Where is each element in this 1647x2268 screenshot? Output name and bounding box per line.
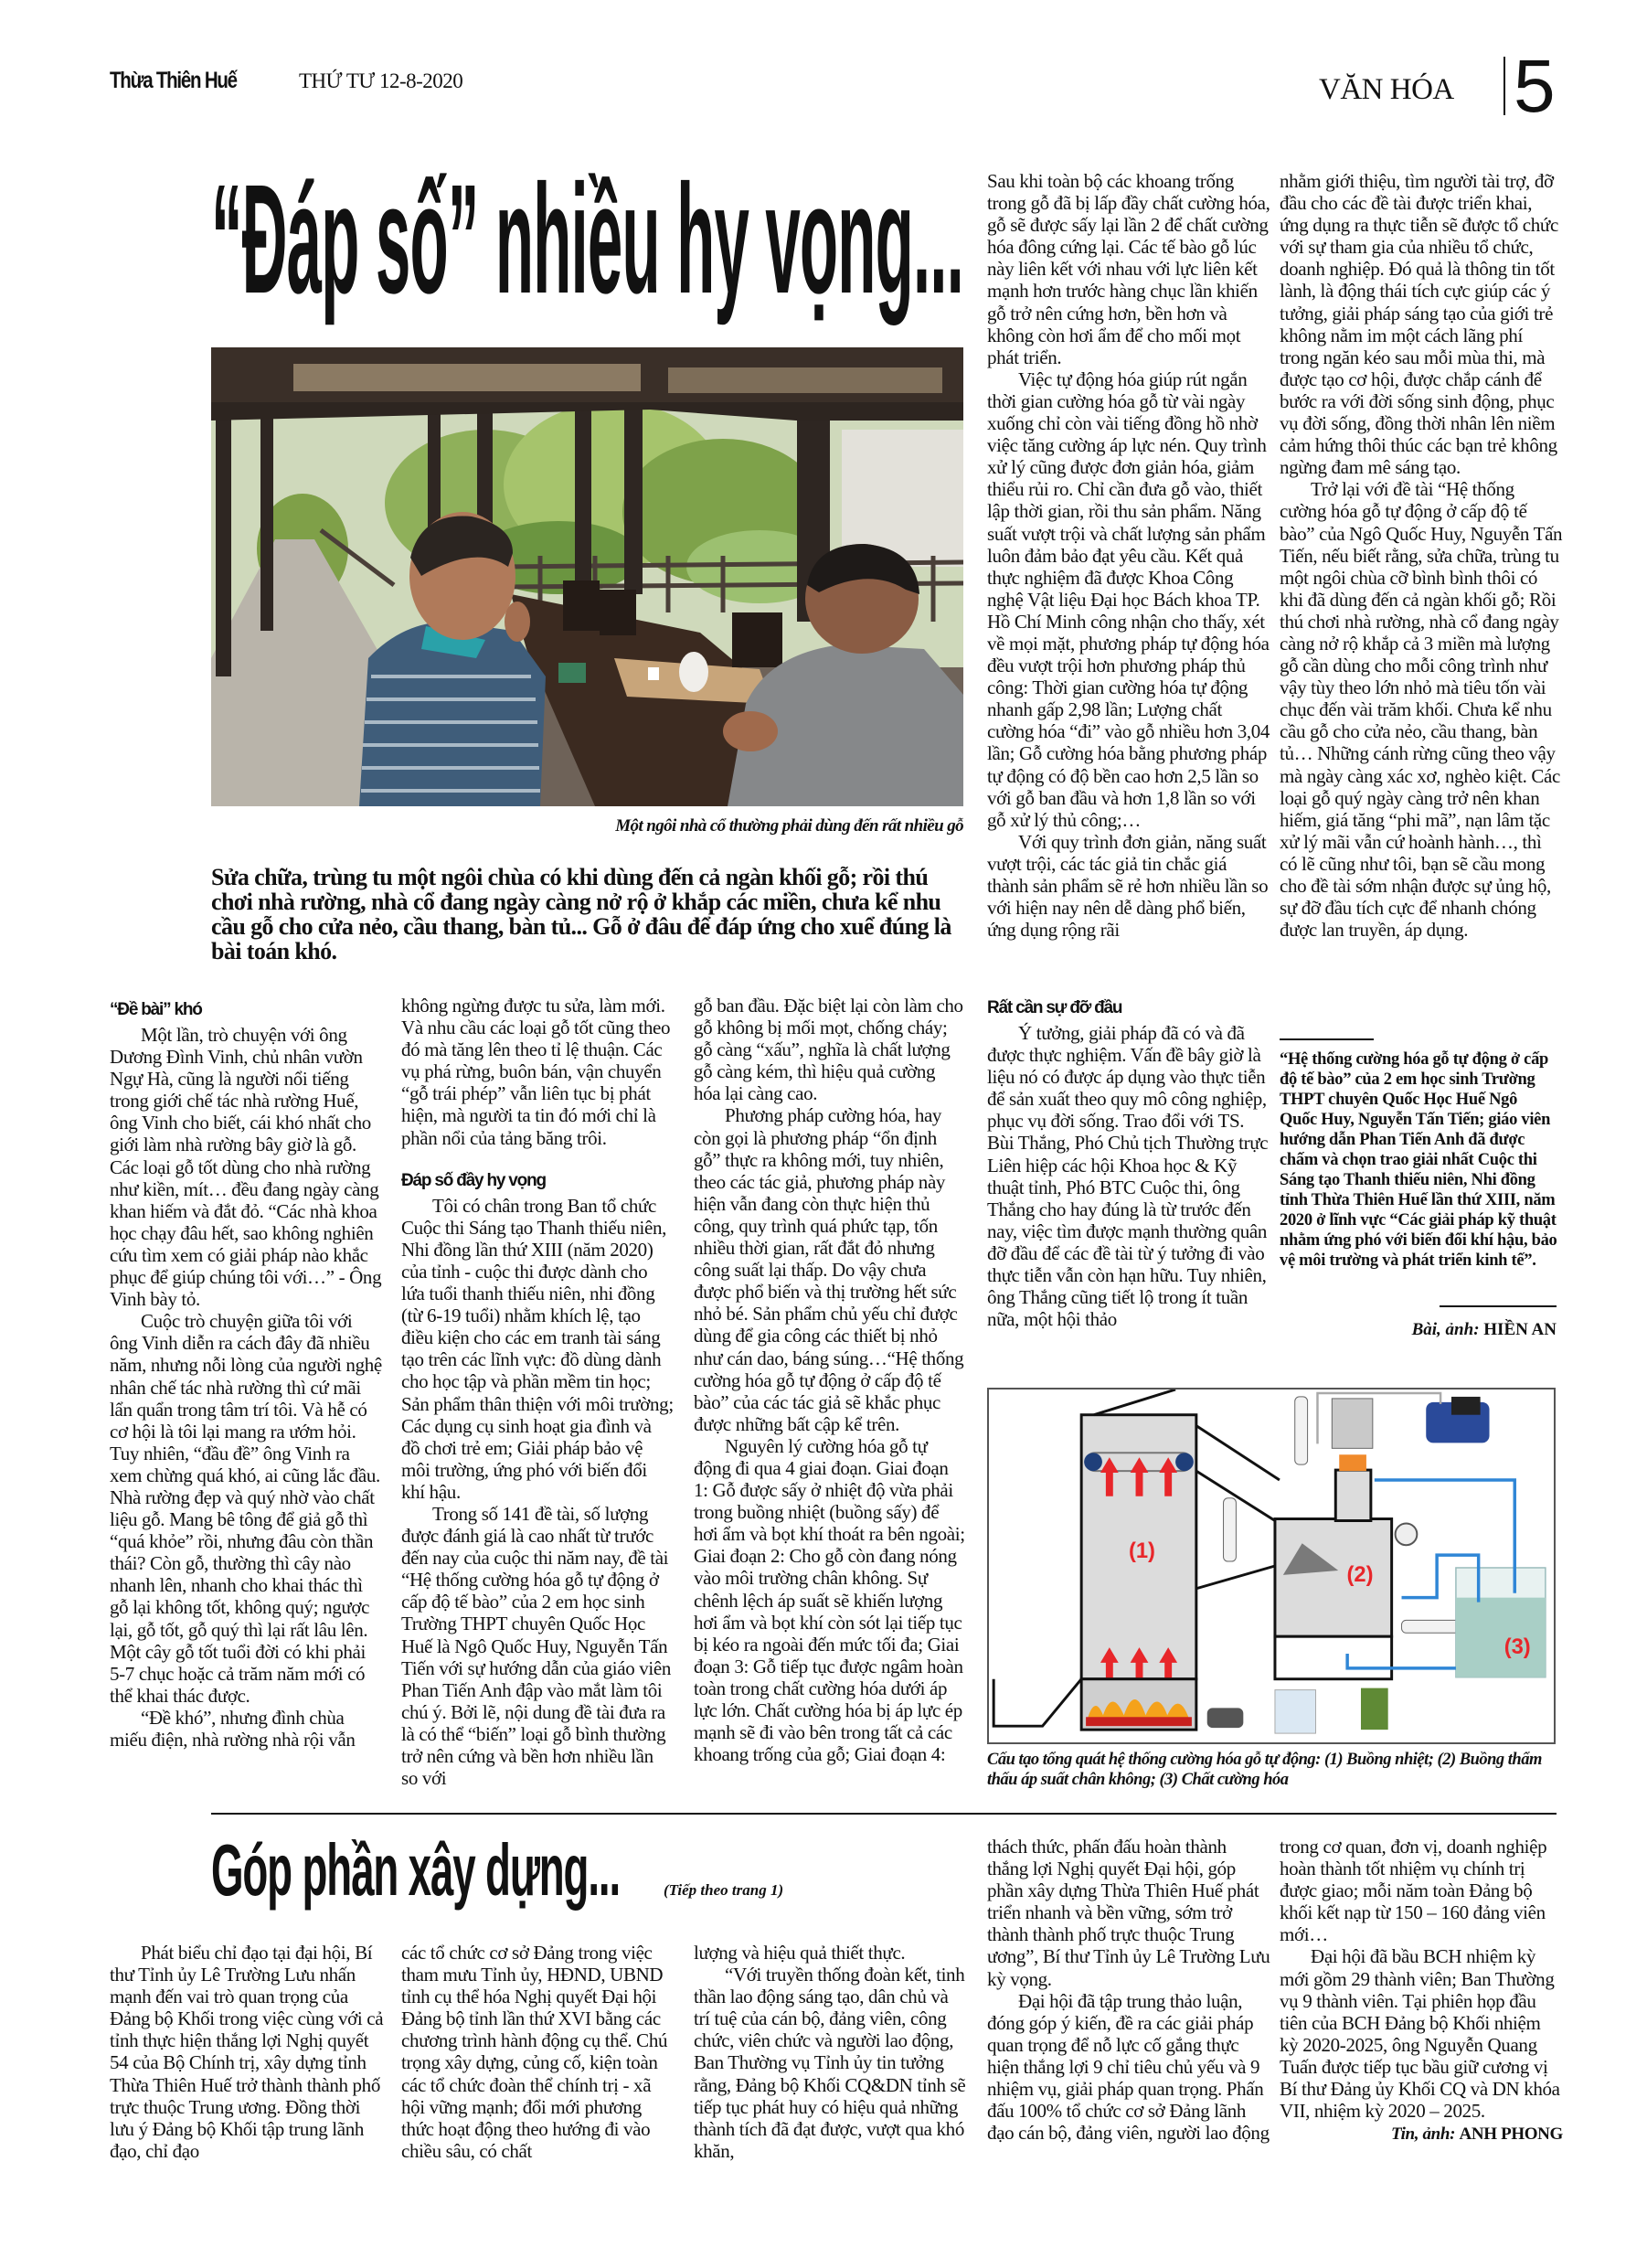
paragraph: Một lần, trò chuyện với ông Dương Đình Vinh, chủ nhân vườn Ngự Hà, cũng là người nổi tiếng trong giới chế tác nhà rường Huế, ông Vinh cho biết, cái khó nhất cho giới làm nhà rường bây giờ là gỗ. Các loại gỗ tốt dùng cho nhà rường như kiền, mít… đều đang ngày càng khan hiếm và đắt đỏ. “Các nhà khoa học chạy đâu hết, sao không nghiên cứu tìm xem có giải pháp nào khắc phục để giúp chúng tôi với…” - Ông Vinh bày tỏ. xyxy=(110,1024,382,1311)
byline-author: ANH PHONG xyxy=(1459,2124,1563,2145)
linkage xyxy=(1196,1426,1280,1480)
paragraph: Với quy trình đơn giản, năng suất vượt trội, các tác giả tin chắc giá thành sản phẩm sẽ rẻ hơn nhiều lần so với hiện nay nên dễ dàng phổ biến, ứng dụng rộng rãi xyxy=(987,830,1269,942)
second-column-2 xyxy=(401,1942,674,2162)
paragraph: Ý tưởng, giải pháp đã có và đã được thực nghiệm. Vấn đề bây giờ là liệu nó có được áp dụng vào thực tiễn để sản xuất theo quy mô công nghiệp, phục vụ đời sống. Trao đổi với TS. Bùi Thắng, Phó Chủ tịch Thường trực Liên hiệp các hội Khoa học & Kỹ thuật tỉnh, Phó BTC Cuộc thi, ông Thắng cho hay đúng là từ trước đến nay, việc tìm được mạnh thường quân đỡ đầu để các đề tài từ ý tưởng đi vào thực tiễn vẫn còn hạn hữu. Tuy nhiên, ông Thắng cũng tiết lộ trong ít tuần nữa, một hội thảo xyxy=(987,1022,1269,1331)
second-column-1 xyxy=(110,1942,384,2162)
paragraph: Trong số 141 đề tài, số lượng được đánh giá là cao nhất từ trước đến nay của cuộc thi năm nay, đề tài “Hệ thống cường hóa gỗ tự động ở cấp độ tế bào” của 2 em học sinh Trường THPT chuyên Quốc Học Huế là Ngô Quốc Huy, Nguyễn Tấn Tiến với sự hướng dẫn của giáo viên Phan Tiến Anh đập vào mắt làm tôi chú ý. Bởi lẽ, nội dung đề tài đưa ra là có thể “biến” loại gỗ bình thường trở nên cứng và bền hơn nhiều lần so với xyxy=(401,1502,671,1790)
linkage xyxy=(1196,1566,1275,1589)
piston-cylinder xyxy=(1224,1498,1237,1561)
second-article-title-box xyxy=(211,1831,926,1911)
paragraph: Đại hội đã tập trung thảo luận, đóng góp ý kiến, đề ra các giải pháp quan trọng để nỗ lực cố gắng thực hiện thắng lợi 9 chỉ tiêu chủ yếu và 9 nhiệm vụ, giải pháp quan trọng. Phấn đấu 100% tổ chức cơ sở Đảng lãnh đạo cán bộ, đảng viên, người lao động xyxy=(987,1989,1270,2145)
article-title: “Đáp số” nhiều hy vọng... xyxy=(211,153,963,326)
header-divider xyxy=(1504,57,1505,115)
article-column-6 xyxy=(1280,170,1563,941)
byline-label: Tin, ảnh: xyxy=(1391,2124,1456,2145)
issue-date: THỨ TƯ 12-8-2020 xyxy=(299,69,463,92)
vacuum-pump xyxy=(1426,1397,1489,1443)
label-vacuum-chamber: (2) xyxy=(1346,1561,1374,1587)
subheading: Rất cần sự đỡ đầu xyxy=(987,998,1122,1017)
article-column-4 xyxy=(987,995,1270,1330)
section-name: VĂN HÓA xyxy=(1319,73,1454,106)
article-photo xyxy=(211,347,963,806)
subheading: “Đề bài” khó xyxy=(110,1000,202,1019)
byline xyxy=(1280,2124,1563,2146)
paragraph: Đại hội đã bầu BCH nhiệm kỳ mới gồm 29 thành viên; Ban Thường vụ 9 thành viên. Tại phiên họp đầu tiên của BCH Đảng bộ Khối nhiệm kỳ 2020-2025, ông Nguyễn Quang Tuấn được tiếp tục bầu giữ cương vị Bí thư Đảng ủy Khối CQ và DN khóa VII, nhiệm kỳ 2020 – 2025. xyxy=(1280,1945,1560,2123)
byline xyxy=(1280,1320,1557,1340)
diagram-caption: Cấu tạo tổng quát hệ thống cường hóa gỗ tự động: (1) Buồng nhiệt; (2) Buồng thẩm thấu áp suất chân không; (3) Chất cường hóa xyxy=(987,1751,1542,1789)
paragraph-continued: thách thức, phấn đấu hoàn thành thắng lợi Nghị quyết Đại hội, góp phần xây dựng Thừa Thiên Huế phát triển nhanh và bền vững, sớm trở thành thành phố trực thuộc Trung ương”, Bí thư Tỉnh ủy Lê Trường Lưu kỳ vọng. xyxy=(987,1836,1270,1990)
paragraph: “Đề khó”, nhưng đình chùa miếu điện, nhà rường nhà rội vẫn xyxy=(110,1706,356,1751)
second-column-4 xyxy=(987,1836,1270,2144)
article-separator xyxy=(211,1813,1557,1815)
paragraph-continued: Sau khi toàn bộ các khoang trống trong gỗ đã bị lấp đầy chất cường hóa, gỗ sẽ được sấy lại lần 2 để chất cường hóa đông cứng lại. Các tế bào gỗ lúc này liên kết với nhau với lực liên kết mạnh hơn trước hàng chục lần khiến gỗ trở nên cứng hơn, bền hơn và không còn hơi ẩm để cho mối mọt phát triển. xyxy=(987,170,1270,368)
paragraph: Phát biểu chỉ đạo tại đại hội, Bí thư Tỉnh ủy Lê Trường Lưu nhấn mạnh đến vai trò quan trọng của Đảng bộ Khối trong việc cùng với cả tỉnh thực hiện thắng lợi Nghị quyết 54 của Bộ Chính trị, xây dựng tỉnh Thừa Thiên Huế trở thành thành phố trực thuộc Trung ương. Đồng thời lưu ý Đảng bộ Khối tập trung lãnh đạo, chỉ đạo xyxy=(110,1942,384,2162)
paragraph-continued: không ngừng được tu sửa, làm mới. Và nhu cầu các loại gỗ tốt cũng theo đó mà tăng lên theo tỉ lệ thuận. Các vụ phá rừng, buôn bán, vận chuyển “gỗ trái phép” vẫn liên tục bị phát hiện, mà người ta tin đó mới chỉ là phần nổi của tảng băng trôi. xyxy=(401,995,671,1149)
piston-cylinder xyxy=(1295,1397,1308,1464)
photo-caption: Một ngôi nhà cổ thường phải dùng đến rất nhiều gỗ xyxy=(615,816,963,836)
article-column-1 xyxy=(110,996,384,1751)
paragraph-continued: nhằm giới thiệu, tìm người tài trợ, đỡ đầu cho các đề tài được triển khai, ứng dụng ra thực tiễn sẽ được tổ chức với sự tham gia của nhiều tổ chức, doanh nghiệp. Đó quả là thông tin tốt lành, là động thái tích cực giúp các ý tưởng, giải pháp sáng tạo của giới trẻ không nằm im một cách lãng phí trong ngăn kéo sau mỗi mùa thi, mà được tạo cơ hội, được chắp cánh để bước ra với đời sống sinh động, phục vụ đời sống, đồng thời nhân lên niềm cảm hứng thôi thúc các bạn trẻ không ngừng đam mê sáng tạo. xyxy=(1280,170,1558,479)
paragraph: Cuộc trò chuyện giữa tôi với ông Vinh diễn ra cách đây đã nhiều năm, nhưng nỗi lòng của người nghệ nhân chế tác nhà rường thì cứ mãi lẩn quẩn trong tâm trí tôi. Và hễ có cơ hội là tôi lại mang ra ướm hỏi. Tuy nhiên, “đầu đề” ông Vinh ra xem chừng quá khó, ai cũng lắc đầu. Nhà rường đẹp và quý nhờ vào chất liệu gỗ. Mang bê tông để giả gỗ thì “quá khỏe” rồi, nhưng đâu còn thần thái? Còn gỗ, thường thì cây nào nhanh lên, nhanh cho khai thác thì gỗ lại không tốt, không quý; ngược lại, gỗ tốt, gỗ quý thì lại rất lâu lên. Một cây gỗ tốt tuổi đời có khi phải 5-7 chục hoặc cả trăm năm mới có thể khai thác được. xyxy=(110,1310,382,1707)
byline-label: Bài, ảnh: xyxy=(1411,1320,1480,1339)
paragraph-continued: lượng và hiệu quả thiết thực. xyxy=(694,1942,906,1964)
label-hardening-liquid: (3) xyxy=(1504,1634,1531,1660)
chamber-stand xyxy=(994,1679,1081,1726)
paragraph: “Với truyền thống đoàn kết, tinh thần lao động sáng tạo, dân chủ và trí tuệ của cán bộ, đảng viên, công chức, viên chức và người lao động, Ban Thường vụ Tỉnh ủy tin tưởng rằng, Đảng bộ Khối CQ&DN tỉnh sẽ tiếp tục phát huy có hiệu quả những thành tích đã đạt được, vượt qua khó khăn, xyxy=(694,1964,966,2162)
firebox xyxy=(1081,1679,1196,1730)
byline-author: HIỀN AN xyxy=(1483,1320,1557,1339)
article-column-5 xyxy=(987,170,1270,941)
newspaper-name: Thừa Thiên Huế xyxy=(110,68,237,93)
paragraph: Trở lại với đề tài “Hệ thống cường hóa gỗ tự động ở cấp độ tế bào” của Ngô Quốc Huy, Nguyễn Tấn Tiến, nếu biết rằng, sửa chữa, trùng tu một ngôi chùa cỡ bình bình thôi có khi đã dùng đến cả ngàn khối gỗ; Rồi thú chơi nhà rường, nhà cổ đang ngày càng nở rộ khắp cả 3 miền mà lượng gỗ cần dùng cho mỗi công trình như vậy tùy theo lớn nhỏ mà tiêu tốn vài chục đến vài trăm khối. Chưa kể nhu cầu gỗ cho cửa nẻo, cầu thang, bàn tủ… Những cánh rừng cũng theo vậy mà ngày càng xác xơ, nghèo kiệt. Các loại gỗ quý ngày càng trở nên khan hiếm, giá tăng “phi mã”, nạn lâm tặc xử lý mãi vẫn cứ hoành hành…, thì có lẽ cũng như tôi, bạn sẽ cầu mong cho đề tài sớm nhận được sự ủng hộ, sự đỡ đầu tích cực để nhanh chóng được lan truyền, áp dụng. xyxy=(1280,478,1563,942)
roof-ceiling xyxy=(211,347,963,421)
chamber-lid xyxy=(1094,1390,1175,1415)
continuation-note: (Tiếp theo trang 1) xyxy=(664,1881,784,1899)
paragraph-continued: trong cơ quan, đơn vị, doanh nghiệp hoàn thành tốt nhiệm vụ chính trị được giao; mỗi năm toàn Đảng bộ khối kết nạp từ 150 – 160 đảng viên mới… xyxy=(1280,1836,1547,1946)
article-column-3 xyxy=(694,995,966,1765)
label-heat-chamber: (1) xyxy=(1128,1539,1155,1564)
info-box-top-rule xyxy=(1280,1038,1374,1040)
info-box-bottom-rule xyxy=(1440,1305,1557,1307)
paragraph: Việc tự động hóa giúp rút ngắn thời gian cường hóa gỗ từ vài ngày xuống chỉ còn vài tiếng đồng hồ nhờ việc tăng cường áp lực nén. Quy trình xử lý cũng được đơn giản hóa, giảm thiểu rủi ro. Chỉ cần đưa gỗ vào, thiết lập thời gian, rồi thu sản phẩm. Năng suất vượt trội và chất lượng sản phẩm luôn đảm bảo đạt yêu cầu. Kết quả thực nghiệm đã được Khoa Công nghệ Vật liệu Đại học Bách khoa TP. Hồ Chí Minh công nhận cho thấy, xét về mọi mặt, phương pháp tự động hóa đều vượt trội hơn phương pháp thủ công: Thời gian cường hóa tự động nhanh gấp 2,98 lần; Lượng chất cường hóa “đi” vào gỗ nhiều hơn 3,04 lần; Gỗ cường hóa bằng phương pháp tự động có độ bền cao hơn 2,5 lần so với gỗ ban đầu và hơn 1,8 lần so với gỗ xử lý thủ công;… xyxy=(987,367,1270,831)
second-column-3 xyxy=(694,1942,966,2162)
second-column-5 xyxy=(1280,1836,1563,2146)
paragraph: Nguyên lý cường hóa gỗ tự động đi qua 4 giai đoạn. Giai đoạn 1: Gỗ được sấy ở nhiệt độ vừa phải trong buồng nhiệt (buồng sấy) để hơi ẩm và bọt khí thoát ra bên ngoài; Giai đoạn 2: Cho gỗ còn đang nóng vào môi trường chân không. Sự chênh lệch áp suất sẽ khiến lượng hơi ẩm và bọt khí còn sót lại tiếp tục bị kéo ra ngoài đến mức tối đa; Giai đoạn 3: Gỗ tiếp tục được ngâm hoàn toàn trong chất cường hóa dưới áp lực lớn. Chất cường hóa bị áp lực ép mạnh sẽ đi vào bên trong tất cả các khoang trống của gỗ; Giai đoạn 4: xyxy=(694,1434,965,1766)
wood-hardening-system-diagram xyxy=(987,1388,1556,1744)
second-article-title: Góp phần xây dựng... xyxy=(211,1829,620,1911)
liquid-tank xyxy=(1456,1568,1546,1677)
page-number: 5 xyxy=(1514,45,1556,128)
info-box: “Hệ thống cường hóa gỗ tự động ở cấp độ tế bào” của 2 em học sinh Trường THPT chuyên Quốc Học Huế Ngô Quốc Huy, Nguyễn Tấn Tiến; giáo viên hướng dẫn Phan Tiến Anh đã được chấm và chọn trao giải nhất Cuộc thi Sáng tạo Thanh thiếu niên, Nhi đồng tỉnh Thừa Thiên Huế lần thứ XIII, năm 2020 ở lĩnh vực “Các giải pháp kỹ thuật nhằm ứng phó với biến đổi khí hậu, bảo vệ môi trường và phát triển kinh tế”. xyxy=(1280,1050,1557,1270)
paragraph: Tôi có chân trong Ban tổ chức Cuộc thi Sáng tạo Thanh thiếu niên, Nhi đồng lần thứ XIII (năm 2020) của tỉnh - cuộc thi được dành cho lứa tuổi thanh thiếu niên, nhi đồng (từ 6-19 tuổi) nhằm khích lệ, tạo điều kiện cho các em tranh tài sáng tạo trên các lĩnh vực: đồ dùng dành cho học tập và phần mềm tin học; Sản phẩm thân thiện với môi trường; Các dụng cụ sinh hoạt gia đình và đồ chơi trẻ em; Giải pháp bảo vệ môi trường, ứng phó với biến đổi khí hậu. xyxy=(401,1194,674,1503)
paragraph-continued: gỗ ban đầu. Đặc biệt lại còn làm cho gỗ không bị mối mọt, chống cháy; gỗ càng “xấu”, nghĩa là chất lượng gỗ càng kém, thì hiệu quả cường hóa lại càng cao. xyxy=(694,995,963,1105)
article-lead: Sửa chữa, trùng tu một ngôi chùa có khi dùng đến cả ngàn khối gỗ; rồi thú chơi nhà rường, nhà cổ đang ngày càng nở rộ ở khắp các miền, chưa kể nhu cầu gỗ cho cửa nẻo, cầu thang, bàn tủ... Gỗ ở đâu để đáp ứng cho xuể đúng là bài toán khó. xyxy=(211,864,951,964)
filter-units xyxy=(1207,1688,1388,1733)
paragraph-continued: các tổ chức cơ sở Đảng trong việc tham mưu Tỉnh ủy, HĐND, UBND tỉnh cụ thể hóa Nghị quyết Đại hội Đảng bộ tỉnh lần thứ XVI bằng các chương trình hành động cụ thể. Chú trọng xây dựng, củng cố, kiện toàn các tổ chức đoàn thể chính trị - xã hội vững mạnh; đổi mới phương thức hoạt động theo hướng đi vào chiều sâu, có chất xyxy=(401,1942,668,2162)
paragraph: Phương pháp cường hóa, hay còn gọi là phương pháp “ổn định gỗ” thực ra không mới, tuy nhiên, theo các tác giả, phương pháp này hiện vẫn đang còn thực hiện thủ công, quy trình quá phức tạp, tốn nhiều thời gian, rất đắt đỏ nhưng công suất lại thấp. Do vậy chưa được phổ biến và thị trường hết sức nhỏ bé. Sản phẩm chủ yếu chỉ được dùng để gia công các thiết bị nhỏ như cán dao, báng súng…“Hệ thống cường hóa gỗ tự động ở cấp độ tế bào” của các tác giả sẽ khắc phục được những bất cập kể trên. xyxy=(694,1104,964,1435)
subheading: Đáp số đầy hy vọng xyxy=(401,1170,546,1190)
article-column-2 xyxy=(401,995,674,1789)
